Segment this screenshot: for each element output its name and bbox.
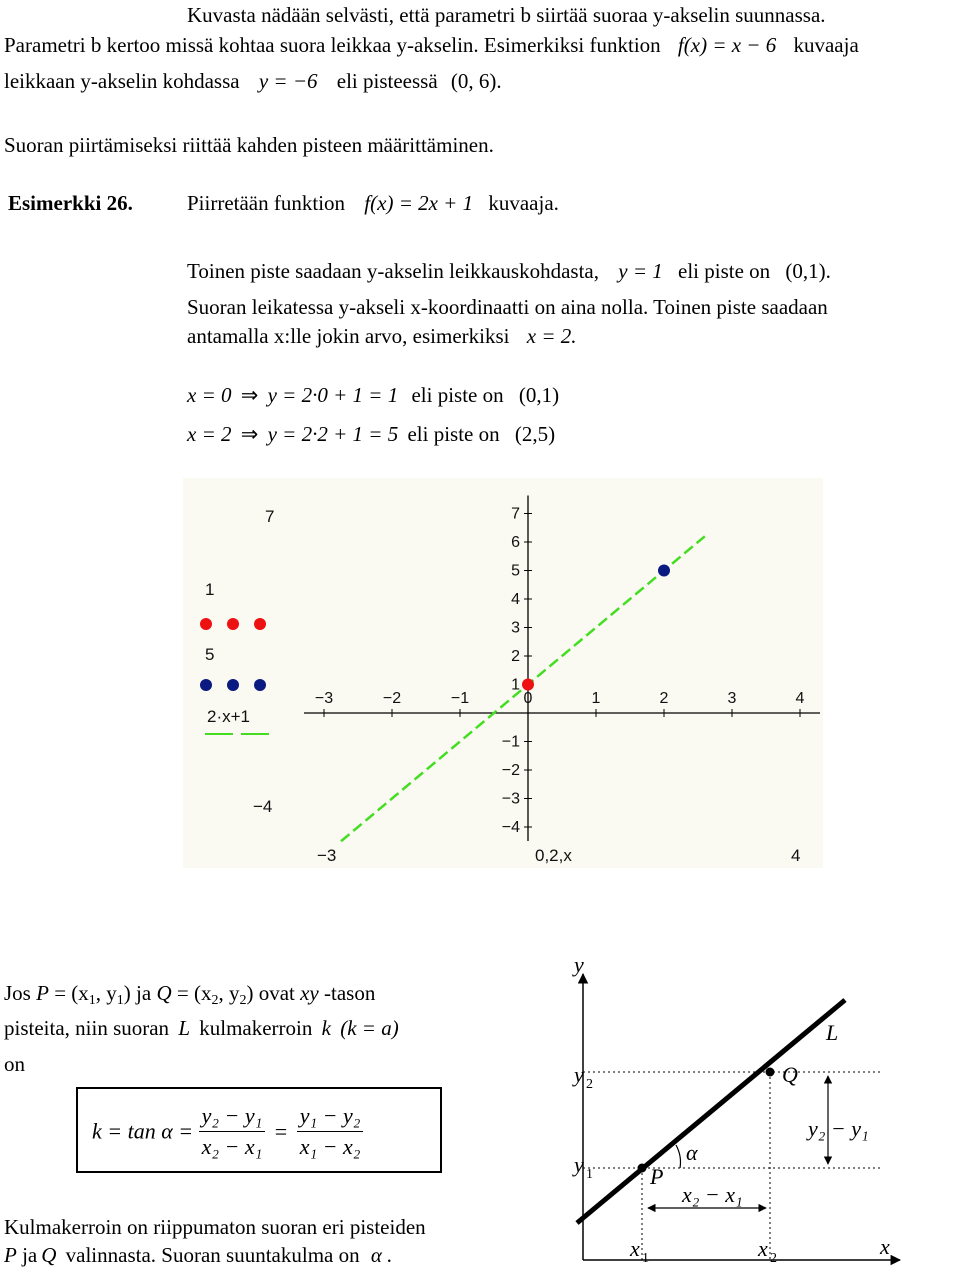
calc-row-1	[187, 385, 559, 406]
graph-series	[341, 536, 705, 841]
calc-row-1-arrow: ⇒	[240, 383, 259, 407]
slope-line-2-k: k	[321, 1016, 331, 1040]
slope-footer-Q: Q	[41, 1243, 57, 1267]
range-label-right: 4	[791, 846, 801, 865]
calc-row-1-rhs: y = 2·0 + 1 = 1	[267, 383, 399, 407]
side-label-value-2: 5	[205, 645, 215, 664]
diagram-x2-sub: 2	[770, 1251, 777, 1266]
side-label-value-1: 1	[205, 580, 215, 599]
y-tick-label: 3	[511, 619, 520, 637]
side-dot-blue	[254, 679, 266, 691]
slope-footer-2	[4, 1245, 392, 1266]
y-tick-label: −2	[501, 762, 520, 779]
calc-row-1-mid: eli piste on	[411, 383, 504, 407]
intro-line-3-formula: y = −6	[258, 69, 318, 93]
slope-fraction-2	[297, 1103, 364, 1160]
x-tick-label: 1	[591, 690, 601, 707]
graph-axes	[304, 496, 820, 842]
slope-fraction-2-num: y₁ − y₂	[297, 1103, 364, 1132]
y-tick-label: 5	[511, 562, 520, 580]
calc-row-2	[187, 424, 555, 445]
y-tick-label: 1	[511, 676, 520, 694]
function-graph	[183, 478, 823, 868]
side-dot-red	[227, 618, 239, 630]
slope-footer-P: P	[4, 1243, 17, 1267]
explanation-line-1-text: Toinen piste saadaan y-akselin leikkauskohdasta,	[187, 259, 599, 283]
intro-line-2	[4, 35, 859, 56]
y-tick-label: 2	[511, 648, 520, 665]
x-tick-label: 0	[523, 690, 533, 707]
two-points-note: Suoran piirtämiseksi riittää kahden pisteen määrittäminen.	[4, 133, 494, 157]
diagram-y1-sub: 1	[586, 1167, 593, 1182]
graph-ticks	[315, 506, 805, 837]
x-tick-label: 2	[659, 690, 669, 707]
intro-line-3-point: (0, 6).	[450, 69, 502, 93]
range-label-mid: 0,2,x	[535, 846, 572, 865]
intro-line-2-formula: f(x) = x − 6	[677, 33, 777, 57]
side-label-bottom: −4	[253, 797, 273, 816]
slope-line-3: on	[4, 1052, 25, 1076]
diagram-x2-label: x	[758, 1236, 768, 1261]
y-tick-label: 7	[511, 505, 520, 523]
slope-formula	[92, 1103, 363, 1160]
slope-P: P	[36, 981, 49, 1005]
x-tick-label: 3	[727, 690, 737, 707]
explanation-line-3	[187, 326, 577, 347]
diagram-x-axis-label: x	[880, 1234, 890, 1259]
diagram-Q-label: Q	[782, 1062, 798, 1087]
slope-diagram	[540, 948, 940, 1268]
slope-sub-1: 1	[88, 993, 96, 1008]
side-dot-blue	[227, 679, 239, 691]
slope-eq2: = (x	[171, 981, 212, 1005]
explanation-line-3-text: antamalla x:lle jokin arvo, esimerkiksi	[187, 324, 510, 348]
calc-row-2-mid: eli piste on	[407, 422, 500, 446]
diagram-y1-label: y	[574, 1152, 584, 1177]
slope-close1: ) ja	[123, 981, 157, 1005]
side-label-top: 7	[265, 507, 275, 526]
slope-sub-2: 2	[211, 993, 219, 1008]
slope-line-2	[4, 1018, 399, 1039]
calc-row-1-point: (0,1)	[518, 383, 560, 407]
slope-line-2-text: pisteita, niin suoran	[4, 1016, 170, 1040]
diagram-alpha-label: α	[686, 1140, 698, 1165]
side-dot-blue	[200, 679, 212, 691]
diagram-point-Q	[766, 1068, 775, 1077]
x-tick-label: −3	[314, 690, 334, 707]
diagram-dy-label: y₂ − y₁	[808, 1116, 869, 1141]
graph-range-labels	[317, 846, 800, 865]
calc-row-1-lhs: x = 0	[187, 383, 232, 407]
explanation-line-1	[187, 261, 831, 282]
graph-side-panel	[200, 507, 274, 816]
diagram-y2-label: y	[574, 1062, 584, 1087]
explanation-line-1-mid: eli piste on	[678, 259, 771, 283]
x-tick-label: −2	[382, 690, 402, 707]
slope-footer-1: Kulmakerroin on riippumaton suoran eri pisteiden	[4, 1215, 426, 1239]
slope-line-1	[4, 983, 375, 1008]
diagram-x1-label: x	[630, 1236, 640, 1261]
slope-line-2-kulma: kulmakerroin	[199, 1016, 313, 1040]
explanation-line-3-formula: x = 2.	[526, 324, 577, 348]
slope-Q: Q	[156, 981, 172, 1005]
intro-line-2-text: Parametri b kertoo missä kohtaa suora leikkaa y-akselin. Esimerkiksi funktion	[4, 33, 661, 57]
diagram-x1-sub: 1	[642, 1251, 649, 1266]
slope-line-2-L: L	[178, 1016, 190, 1040]
example-label: Esimerkki 26.	[8, 191, 133, 215]
explanation-line-1-point: (0,1).	[785, 259, 831, 283]
diagram-L-label: L	[826, 1020, 839, 1045]
intro-line-3-text: leikkaan y-akselin kohdassa	[4, 69, 240, 93]
graph-canvas	[183, 478, 823, 868]
y-tick-label: 6	[511, 534, 520, 551]
side-dot-red	[200, 618, 212, 630]
example-end: kuvaaja.	[488, 191, 559, 215]
slope-sub-2b: 2	[239, 993, 247, 1008]
slope-footer-ja: ja	[22, 1243, 38, 1267]
slope-fraction-1-den: x₂ − x₁	[201, 1134, 263, 1159]
y-tick-label: −3	[501, 790, 520, 808]
slope-sub-1b: 1	[116, 993, 124, 1008]
explanation-line-1-formula: y = 1	[618, 259, 663, 283]
intro-line-1: Kuvasta nädään selvästi, että parametri b siirtää suoraa y-akselin suunnassa.	[187, 3, 826, 27]
x-tick-label: −1	[450, 690, 470, 707]
explanation-line-2: Suoran leikatessa y-akseli x-koordinaatti on aina nolla. Toinen piste saadaan	[187, 295, 828, 319]
x-tick-label: 4	[795, 690, 805, 707]
calc-row-2-arrow: ⇒	[240, 422, 259, 446]
slope-c2: , y	[218, 981, 240, 1005]
example-text: Piirretään funktion	[187, 191, 346, 215]
graph-line-series	[341, 536, 705, 841]
slope-jos: Jos	[4, 981, 31, 1005]
slope-eq1: = (x	[48, 981, 89, 1005]
slope-formula-box	[76, 1087, 442, 1173]
y-tick-label: −4	[501, 819, 520, 836]
intro-line-3	[4, 71, 502, 92]
slope-close2: ) ovat	[246, 981, 301, 1005]
slope-fraction-1	[199, 1103, 266, 1160]
graph-point	[658, 565, 670, 577]
slope-c1: , y	[95, 981, 117, 1005]
graph-point	[522, 679, 534, 691]
range-label-left: −3	[317, 846, 337, 865]
example-formula: f(x) = 2x + 1	[364, 191, 474, 215]
slope-formula-lhs: k = tan α =	[92, 1118, 194, 1144]
diagram-y-axis-label: y	[574, 952, 584, 977]
calc-row-2-point: (2,5)	[514, 422, 556, 446]
intro-line-3-mid: eli pisteessä	[336, 69, 438, 93]
slope-fraction-1-num: y₂ − y₁	[199, 1103, 266, 1132]
diagram-dx-label: x₂ − x₁	[682, 1182, 743, 1207]
diagram-alpha-arc	[676, 1145, 681, 1168]
slope-formula-eq: =	[274, 1118, 288, 1144]
side-dot-red	[254, 618, 266, 630]
y-tick-label: 4	[511, 591, 520, 608]
slope-footer-alpha: α .	[370, 1243, 393, 1267]
diagram-P-label: P	[650, 1164, 664, 1189]
intro-line-2-end: kuvaaja	[793, 33, 859, 57]
y-tick-label: −1	[501, 733, 520, 751]
slope-line-2-paren: (k = a)	[340, 1016, 399, 1040]
example-line	[187, 193, 559, 214]
diagram-point-P	[638, 1164, 647, 1173]
slope-footer-end: valinnasta. Suoran suuntakulma on	[65, 1243, 360, 1267]
slope-xy: xy	[300, 981, 319, 1005]
slope-fraction-2-den: x₁ − x₂	[299, 1134, 361, 1159]
calc-row-2-rhs: y = 2·2 + 1 = 5	[267, 422, 399, 446]
side-label-expression: 2·x+1	[207, 707, 250, 726]
calc-row-2-lhs: x = 2	[187, 422, 232, 446]
diagram-y2-sub: 2	[586, 1077, 593, 1092]
slope-tason: -tason	[318, 981, 376, 1005]
